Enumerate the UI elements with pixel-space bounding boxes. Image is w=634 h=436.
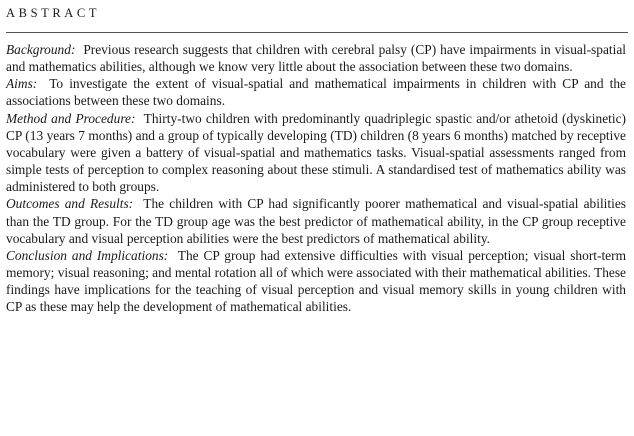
section-label: Background:: [6, 42, 76, 57]
section-label: Conclusion and Implications:: [6, 247, 169, 263]
conclusion-paragraph: [6, 247, 626, 316]
method-paragraph: [6, 110, 626, 196]
section-text: To investigate the extent of visual-spatial and mathematical impairments in children with CP and the associations between these two domains.: [6, 76, 626, 109]
section-text: Thirty-two children with predominantly quadriplegic spastic and/or athetoid (dyskinetic) CP (13 years 7 months) and a group of typically developing (TD) children (8 years 6 months) matched by receptive vocabulary were given a battery of visual-spatial and mathematics tasks. Visual-spatial assessments ranged from simple tests of perception to complex reasoning about these stimuli. A standardised test of mathematics ability was administered to both groups.: [6, 110, 626, 195]
results-paragraph: [6, 195, 626, 246]
section-text: The children with CP had significantly poorer mathematical and visual-spatial abilities than the TD group. For the TD group age was the best predictor of mathematical ability, in the CP group receptive vocabulary and visual perception abilities were the best predictors of mathematical ability.: [6, 196, 626, 246]
heading-divider: [6, 32, 628, 33]
background-paragraph: [6, 41, 626, 75]
section-label: Outcomes and Results:: [6, 196, 134, 212]
section-label: Method and Procedure:: [6, 110, 136, 126]
aims-paragraph: [6, 75, 626, 109]
section-text: The CP group had extensive difficulties with visual perception; visual short-term memory; visual reasoning; and mental rotation all of which were associated with their mathematical abilities. These findings have implications for the teaching of visual perception and visual memory skills in young children with CP as these may help the development of mathematical abilities.: [6, 247, 626, 315]
abstract-body: [6, 41, 626, 316]
section-text: Previous research suggests that children with cerebral palsy (CP) have impairments in visual-spatial and mathematics abilities, although we know very little about the association between these two domains.: [6, 42, 627, 75]
abstract-heading: ABSTRACT: [6, 6, 101, 20]
section-label: Aims:: [6, 76, 38, 92]
